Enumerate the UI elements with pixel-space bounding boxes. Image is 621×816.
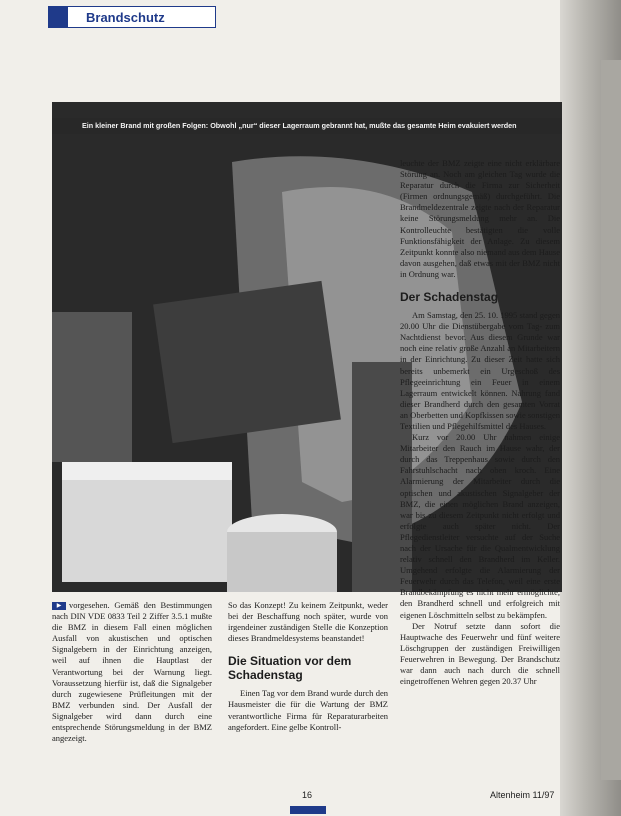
paragraph: Einen Tag vor dem Brand wurde durch den Hausmeister die für die Wartung der BMZ verantwortliche Firma für Reparaturarbeiten angefordert. Eine gelbe Kontroll- — [228, 688, 388, 732]
section-heading: Der Schadenstag — [400, 290, 499, 305]
paragraph: Am Samstag, den 25. 10. 1995 stand gegen 20.00 Uhr die Dienstübergabe vom Tag- zum Nachtdienst bevor. Aus diesem Grunde war noch eine relativ große Anzahl an Mitarbeitern in der Einrichtung. Zu dieser Zeit hatte sich bereits unbemerkt ein Urgeschoß des Pflegeeinrichtung ein Feuer in einem Lagerraum entwickelt können. Nahrung fand dieser Brandherd durch den gesamten Vorrat an Oberbetten und Kopfkissen sowie sonstigen Textilien und Pflegehilfsmittel des Hauses. — [400, 310, 560, 431]
right-column — [400, 158, 560, 687]
paragraph: So das Konzept! Zu keinem Zeitpunkt, weder bei der Beschaffung noch später, wurde von irgendeiner zuständigen Stelle die Konzeption dieses Brandmeldesystems beanstandet! — [228, 600, 388, 644]
photo-caption: Ein kleiner Brand mit großen Folgen: Obwohl „nur“ dieser Lagerraum gebrannt hat, mußte das gesamte Heim evakuiert werden — [52, 118, 562, 134]
section-title: Brandschutz — [86, 9, 165, 25]
paragraph: vorgesehen. Gemäß den Bestimmungen nach DIN VDE 0833 Teil 2 Ziffer 3.5.1 mußte die BMZ in diesem Fall einen möglichen Ausfall von akustischen und optischen Signalgebern in der Einrichtung anzeigen, weil auf ihnen die Hauptlast der Verantwortung bei der Warnung liegt. Voraussetzung hierfür ist, daß die Signalgeber durch zugewiesene Prüfleitungen mit der BMZ verbunden sind. Der Ausfall der Signalgeber wird dann durch eine entsprechende Störungsmeldung in der BMZ angezeigt. — [52, 600, 212, 744]
section-heading: Die Situation vor dem Schadenstag — [228, 654, 352, 683]
next-page-edge — [601, 60, 621, 780]
continuation-marker-icon: ▶ — [52, 602, 66, 610]
footer-tab — [290, 806, 326, 814]
page-number: 16 — [302, 790, 313, 800]
magazine-issue: Altenheim 11/97 — [490, 790, 555, 800]
section-logo-icon — [48, 7, 68, 27]
paragraph: Der Notruf setzte dann sofort die Hauptwache des Feuerwehr und fünf weitere Löschgruppen der zuständigen Freiwilligen Feuerwehren in Bewegung. Der Brandschutz war dann auch nach durch die schnell eingetroffenen Wehren gegen 20.37 Uhr — [400, 620, 560, 687]
bottom-left-column — [52, 600, 212, 744]
paragraph: leuchte der BMZ zeigte eine nicht erklärbare Störung an. Noch am gleichen Tag wurde die Reparatur durch die Firma zur Sicherheit (Firmen ordnungsgemäß) durchgeführt. Die Brandmeldezentrale zeigte nach der Reparatur keine Störungsmeldung mehr an. Die Kontrolleuchte bestätigten die volle Funktionsfähigkeit der Anlage. Zu diesem Zeitpunkt konnte also niemand aus dem Hause davon ausgehen, daß etwas mit der BMZ nicht in Ordnung war. — [400, 158, 560, 279]
section-header — [48, 6, 216, 28]
bottom-middle-column — [228, 600, 388, 733]
paragraph: Kurz vor 20.00 Uhr nahmen einige Mitarbeiter den Rauch im Hause wahr, der durch das Treppenhaus sowie durch den Fahrstuhlschacht nach oben kroch. Eine Alarmierung der Mitarbeiter durch die optischen und akustischen Signalgeber der BMZ, die einen möglichen Brand anzeigen, war bis zu diesem Zeitpunkt nicht erfolgt und erfolgte auch später nicht. Der Pflegedienstleiter versuchte auf der Suche nach der Ursache für die Qualmentwicklung relativ schnell den Brandherd im Keller. Umgehend erfolgte die Alarmierung der Feuerwehr durch das Telefon, weil eine erste Brandbekämpfung es nicht mehr ermöglichte, den Brandherd schnell und erfolgreich mit eigenen Löschmitteln selbst zu bekämpfen. — [400, 432, 560, 620]
